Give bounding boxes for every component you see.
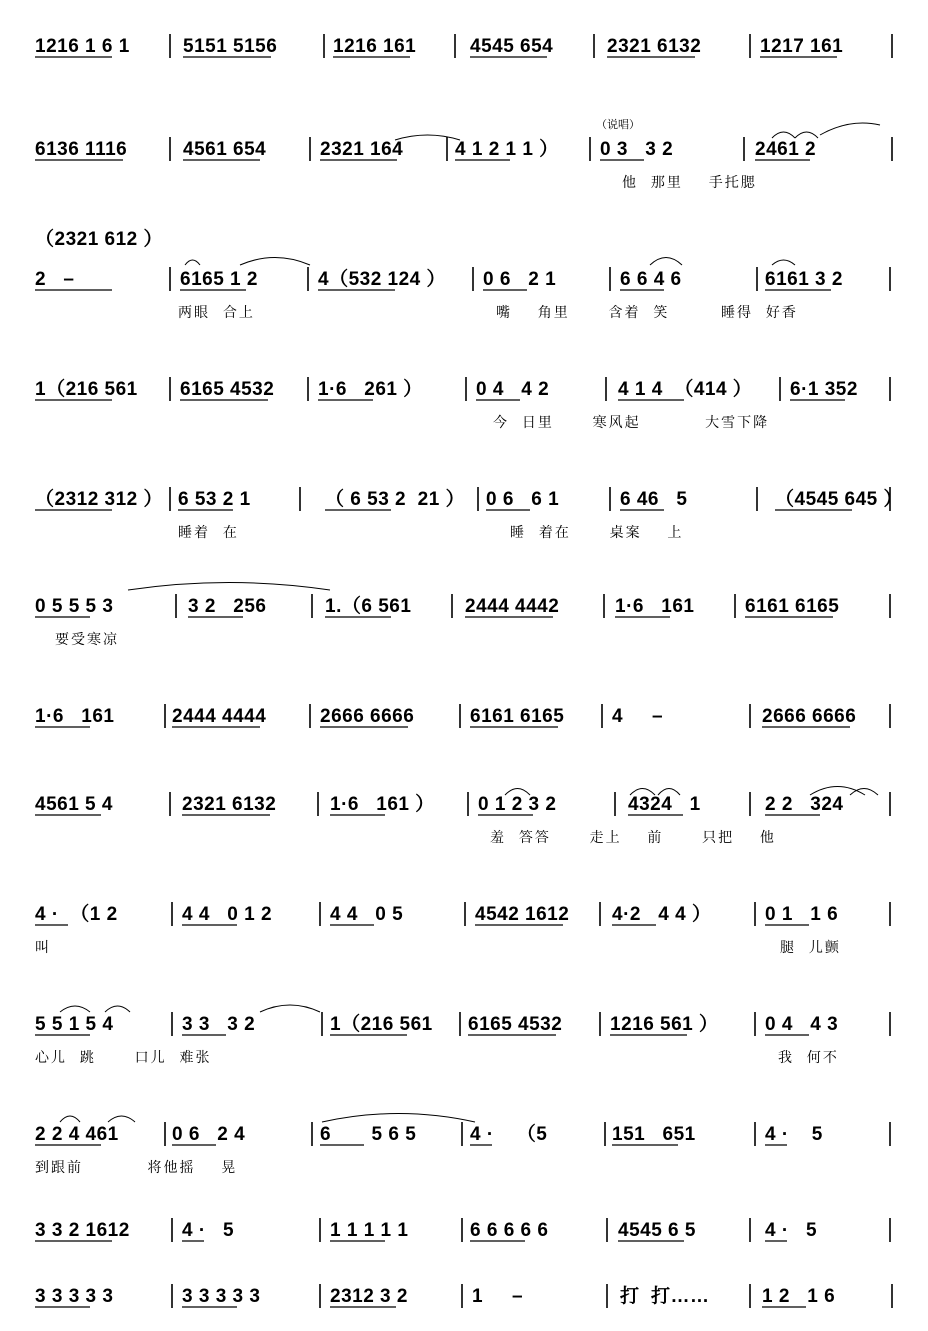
measure-notes: 2666 6666 [762,706,857,727]
measure-notes: 2666 6666 [320,706,415,727]
measure-notes: 1217 161 [760,36,844,57]
measure-notes: 4542 1612 [475,904,570,925]
slur-mark [185,260,200,265]
measure-notes: 4 1 2 1 1 ） [455,139,559,160]
measure-notes: （2312 312 ） [35,489,164,510]
measure-notes: 0 6 2 4 [172,1124,246,1145]
measure-notes: 4545 6 5 [618,1220,696,1241]
lyric-line: 叫 [35,940,51,956]
lyric-line: 睡着 在 [178,525,239,541]
lyric-line: 到跟前 将他摇 晃 [35,1160,238,1176]
score-row [35,34,892,58]
measure-notes: （2321 612 ） [35,229,164,250]
slur-mark [772,132,795,138]
measure-notes: 2312 3 2 [330,1286,408,1307]
measure-notes: 4 · 5 [182,1220,235,1241]
measure-notes: 2 2 4 461 [35,1124,119,1145]
measure-notes: 0 6 6 1 [486,489,560,510]
measure-notes: 1·6 161 [615,596,695,617]
measure-notes: 6161 3 2 [765,269,843,290]
measure-notes: 1（216 561 [35,379,138,400]
measure-notes: 1 2 1 6 [762,1286,836,1307]
measure-notes: 4 · 5 [765,1124,823,1145]
score-row [35,1284,892,1308]
measure-notes: 6161 6165 [470,706,565,727]
measure-notes: 3 2 256 [188,596,267,617]
measure-notes: 1216 161 [333,36,417,57]
measure-notes: 0 4 4 2 [476,379,550,400]
measure-notes: 1216 1 6 1 [35,36,130,57]
lyric-line: 睡 着在 桌案 上 [510,525,684,541]
measure-notes: 1216 561 ） [610,1014,719,1035]
measure-notes: 6 53 2 1 [178,489,251,510]
lyric-line: 他 那里 手托腮 [622,175,757,191]
measure-notes: 6161 6165 [745,596,840,617]
measure-notes: 4545 654 [470,36,554,57]
measure-notes: 4 · 5 [765,1220,818,1241]
score-row [35,792,890,846]
slur-mark [240,258,310,266]
measure-notes: 3 3 3 3 3 [35,1286,114,1307]
measure-notes: 2321 6132 [182,794,277,815]
measure-notes: 1（216 561 [330,1014,433,1035]
score-row [35,137,892,191]
measure-notes: 4 1 4 （414 ） [618,379,753,400]
measure-notes: 打 打…… [620,1286,710,1307]
measure-notes: （ 6 53 2 21 ） [325,489,466,510]
performance-annotation: （说唱） [596,118,640,131]
measure-notes: 3 3 2 1612 [35,1220,130,1241]
lyric-line: 今 日里 寒风起 大雪下降 [493,415,770,431]
slur-mark [105,1006,130,1012]
lyric-line: 腿 儿颤 [780,940,841,956]
score-row [35,902,890,956]
measure-notes: 4 · （5 [470,1124,548,1145]
measure-notes: （4545 645 ） [775,489,904,510]
slur-mark [60,1116,80,1122]
score-row [35,1218,890,1242]
lyric-line: 嘴 角里 含着 笑 睡得 好香 [496,305,798,321]
measure-notes: 0 3 3 2 [600,139,674,160]
measure-notes: 2461 2 [755,139,817,160]
slur-mark [820,123,880,135]
lyric-line: 我 何不 [778,1050,839,1066]
measure-notes: 2321 6132 [607,36,702,57]
measure-notes: 0 6 2 1 [483,269,557,290]
measure-notes: 4 4 0 1 2 [182,904,273,925]
measure-notes: 3 3 3 2 [182,1014,256,1035]
measure-notes: 6 46 5 [620,489,688,510]
measure-notes: 3 3 3 3 3 [182,1286,261,1307]
measure-notes: 1 – [472,1286,524,1307]
slur-mark [260,1005,320,1012]
lyric-line: 心儿 跳 口儿 难张 [35,1050,212,1066]
slur-mark [795,132,818,138]
slur-mark [108,1116,135,1122]
score-row [35,487,903,541]
score-row [35,227,890,321]
slur-mark [128,583,330,591]
score-row [35,1012,890,1066]
lyric-line: 两眼 合上 [178,305,255,321]
measure-notes: 5151 5156 [183,36,278,57]
slur-mark [395,135,460,140]
measure-notes: 2 2 324 [765,794,844,815]
measure-notes: 6165 4532 [180,379,275,400]
measure-notes: 4 · （1 2 [35,904,118,925]
slur-mark [322,1114,475,1123]
measure-notes: 4561 654 [183,139,267,160]
measure-notes: 0 1 1 6 [765,904,839,925]
measure-notes: 6·1 352 [790,379,858,400]
measure-notes: 0 4 4 3 [765,1014,839,1035]
measure-notes: 0 5 5 5 3 [35,596,114,617]
measure-notes: 4561 5 4 [35,794,113,815]
measure-notes: 151 651 [612,1124,696,1145]
measure-notes: 4 4 0 5 [330,904,404,925]
measure-notes: 2321 164 [320,139,404,160]
measure-notes: 1·6 161 [35,706,115,727]
score-row [35,704,890,728]
measure-notes: 0 1 2 3 2 [478,794,557,815]
measure-notes: 1 1 1 1 1 [330,1220,409,1241]
measure-notes: 4 – [612,706,664,727]
measure-notes: 6 6 4 6 [620,269,682,290]
lyric-line: 要受寒凉 [55,632,119,648]
measure-notes: 4324 1 [628,794,701,815]
slur-mark [650,258,682,266]
measure-notes: 5 5 1 5 4 [35,1014,114,1035]
measure-notes: 6136 1116 [35,139,128,160]
score-row [35,1122,890,1176]
measure-notes: 1.（6 561 [325,596,412,617]
lyric-line: 羞 答答 走上 前 只把 他 [490,830,776,846]
measure-notes: 6 6 6 6 6 [470,1220,549,1241]
measure-notes: 1·6 161 ） [330,794,435,815]
measure-notes: 2 – [35,269,75,290]
slur-mark [772,260,795,265]
score-row [35,377,890,431]
measure-notes: 6165 1 2 [180,269,258,290]
slur-mark [60,1006,90,1012]
measure-notes: 2444 4444 [172,706,267,727]
measure-notes: 6165 4532 [468,1014,563,1035]
measure-notes: 1·6 261 ） [318,379,423,400]
score-row [35,594,890,648]
measure-notes: 2444 4442 [465,596,560,617]
measure-notes: 4·2 4 4 ） [612,904,712,925]
measure-notes: 6 5 6 5 [320,1124,417,1145]
measure-notes: 4（532 124 ） [318,269,447,290]
